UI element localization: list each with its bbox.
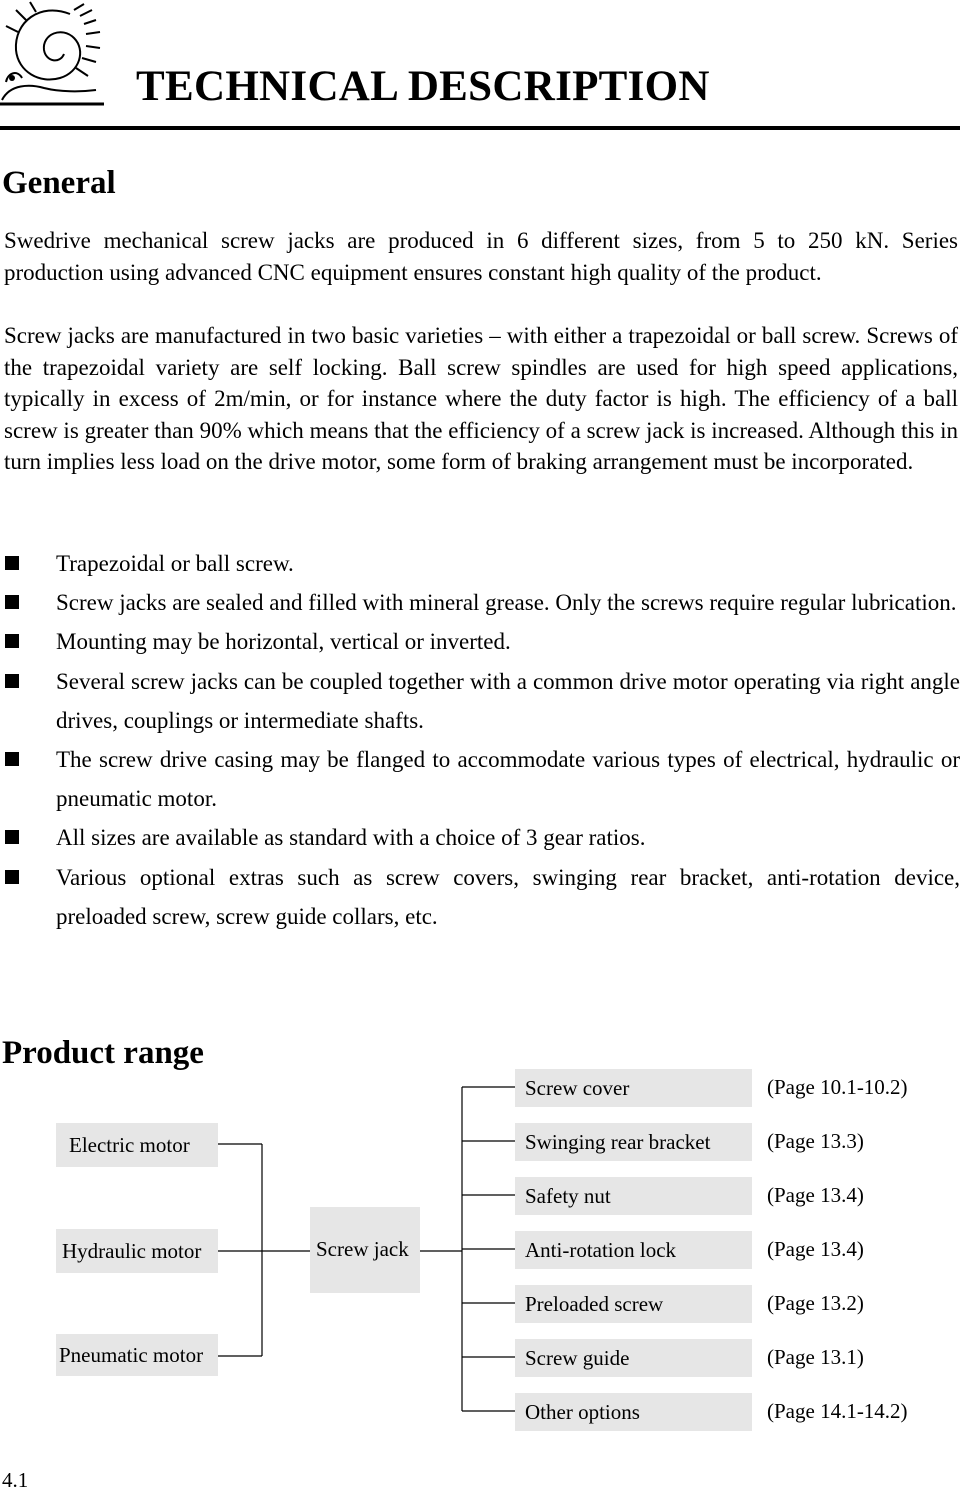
list-item-text: Mounting may be horizontal, vertical or inverted. <box>56 629 511 655</box>
list-item-text: Trapezoidal or ball screw. <box>56 551 294 576</box>
screw-jack-box: Screw jack <box>310 1207 420 1293</box>
option-box: Screw guide <box>515 1339 752 1377</box>
section-heading-general: General <box>2 165 116 201</box>
option-box: Safety nut <box>515 1177 752 1215</box>
list-item-text: All sizes are available as standard with a choice of 3 gear ratios. <box>56 825 646 851</box>
section-heading-product-range: Product range <box>2 1035 204 1071</box>
list-item-text: Several screw jacks can be coupled together with a common drive motor operating via right angle drives, couplings or intermediate shafts. <box>56 668 960 733</box>
option-box: Screw cover <box>515 1069 752 1107</box>
page-reference: (Page 10.1-10.2) <box>767 1075 908 1099</box>
electric-motor-box: Electric motor <box>56 1123 218 1167</box>
page-reference: (Page 13.4) <box>767 1237 864 1261</box>
list-item-text: Screw jacks are sealed and filled with mineral grease. Only the screws require regular lubrication. <box>56 590 957 616</box>
hydraulic-motor-box: Hydraulic motor <box>56 1229 218 1273</box>
page-reference: (Page 13.1) <box>767 1345 864 1369</box>
page-reference: (Page 13.4) <box>767 1183 864 1207</box>
general-paragraph-2: Screw jacks are manufactured in two basic varieties – with either a trapezoidal or ball screw. Screws of the trapezoidal variety are self locking. Ball screw spindles are used for high speed applications, typically in excess of 2m/min, or for instance where the duty factor is high. The efficiency of a ball screw is greater than 90% which means that the efficiency of a screw jack is increased. Although this in turn implies less load on the drive motor, some form of braking arrangement must be incorporated. <box>4 323 958 474</box>
list-item-text: Various optional extras such as screw covers, swinging rear bracket, anti-rotation device, preloaded screw, screw guide collars, etc. <box>56 864 960 929</box>
page-title: TECHNICAL DESCRIPTION <box>136 63 710 110</box>
option-box: Preloaded screw <box>515 1285 752 1323</box>
option-box: Anti-rotation lock <box>515 1231 752 1269</box>
page-number: 4.1 <box>2 1468 29 1492</box>
page-reference: (Page 13.2) <box>767 1291 864 1315</box>
option-box: Other options <box>515 1393 752 1431</box>
general-paragraph-1: Swedrive mechanical screw jacks are produced in 6 different sizes, from 5 to 250 kN. Series production using advanced CNC equipment ensures constant high quality of the product. <box>4 228 958 285</box>
page-reference: (Page 14.1-14.2) <box>767 1399 908 1423</box>
option-box: Swinging rear bracket <box>515 1123 752 1161</box>
pneumatic-motor-box: Pneumatic motor <box>56 1334 218 1376</box>
page-reference: (Page 13.3) <box>767 1129 864 1153</box>
list-item-text: The screw drive casing may be flanged to accommodate various types of electrical, hydraulic or pneumatic motor. <box>56 747 960 812</box>
